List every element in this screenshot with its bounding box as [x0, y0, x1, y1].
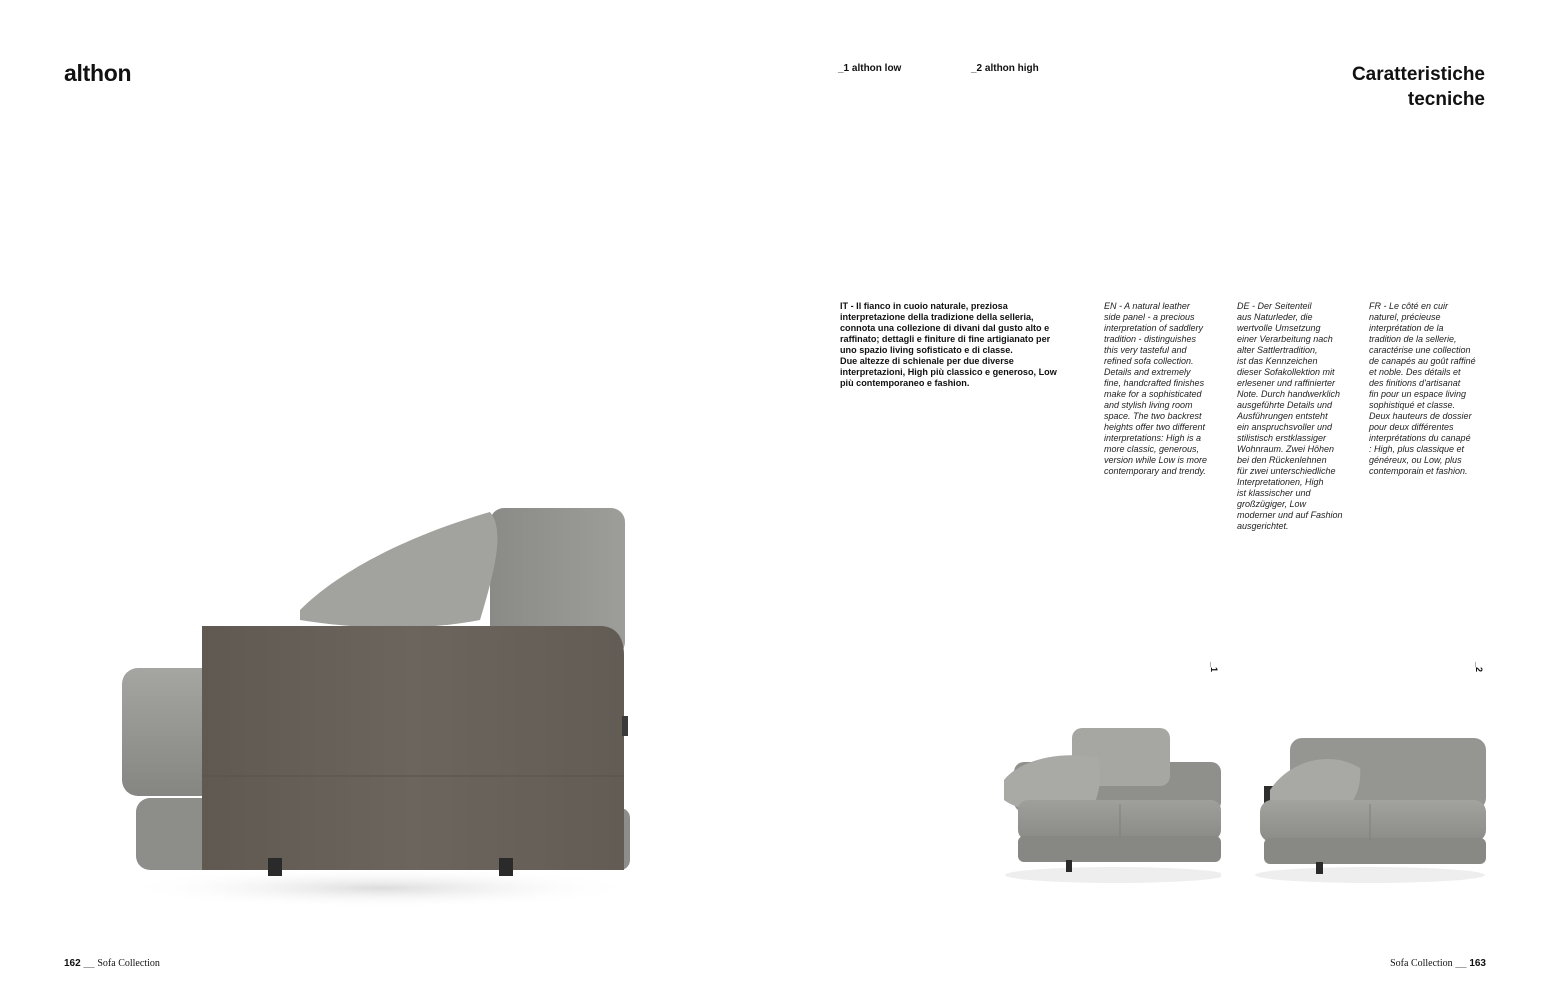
image-marker-2: _2 — [1474, 662, 1484, 673]
variant-low-label: _1 althon low — [838, 63, 902, 74]
image-marker-1: _1 — [1209, 662, 1219, 673]
leg-right — [499, 858, 513, 876]
description-de: DE - Der Seitenteil aus Naturleder, die wertvolle Umsetzung einer Verarbeitung nach alter Sattlertradition, ist das Kennzeichen dieser Sofakollektion mit erlesener und raffinierter Note. Durch handwerklich ausgeführte Details und Ausführungen entsteht ein anspruchsvoller und stilistisch erstklassiger Wohnraum. Zwei Höhen bei den Rückenlehnen für zwei unterschiedliche Interpretationen, High ist klassischer und großzügiger, Low moderner und auf Fashion ausgerichtet. — [1237, 301, 1343, 531]
footer-separator: __ — [83, 958, 95, 969]
description-it: IT - Il fianco in cuoio naturale, preziosa interpretazione della tradizione della selleria, connota una collezione di divani dal gusto alto e raffinato; dettagli e finiture di fine artigianato per uno spazio living sofisticato e di classe. Due altezze di schienale per due diverse interpretazioni, High più classico e generoso, Low più contemporaneo e fashion. — [840, 301, 1057, 388]
leather-side-panel — [202, 626, 624, 870]
section-title: Caratteristiche tecniche — [1351, 64, 1485, 110]
description-en: EN - A natural leather side panel - a precious interpretation of saddlery tradition - distinguishes this very tasteful and refined sofa collection. Details and extremely fine, handcrafted finishes make for a sophisticated and stylish living room space. The two backrest heights offer two different interpretations: High is a more classic, generous, version while Low is more contemporary and trendy. — [1104, 301, 1208, 476]
variant-high-label: _2 althon high — [971, 63, 1039, 74]
page-number: 162 — [64, 958, 81, 969]
footer-left — [64, 958, 160, 969]
footer-label: Sofa Collection — [1390, 958, 1453, 969]
footer-separator: __ — [1455, 958, 1467, 969]
page-number: 163 — [1469, 958, 1486, 969]
label-tag — [622, 716, 628, 736]
sofa-side-view-image — [110, 490, 650, 910]
description-fr: FR - Le côté en cuir naturel, précieuse interprétation de la tradition de la sellerie, caractérise une collection de canapés au goût raffiné et noble. Des détails et des finitions d'artisanat fin pour un espace living sophistiqué et classe. Deux hauteurs de dossier pour deux différentes interprétations du canapé : High, plus classique et généreux, ou Low, plus contemporain et fashion. — [1369, 301, 1476, 476]
sofa-high-image — [1250, 730, 1486, 885]
footer-right — [1390, 958, 1486, 969]
sofa-low-image — [1000, 720, 1221, 885]
page-title: althon — [64, 60, 132, 86]
footer-label: Sofa Collection — [97, 958, 160, 969]
throw-pillow — [300, 512, 497, 628]
leg-left — [268, 858, 282, 876]
